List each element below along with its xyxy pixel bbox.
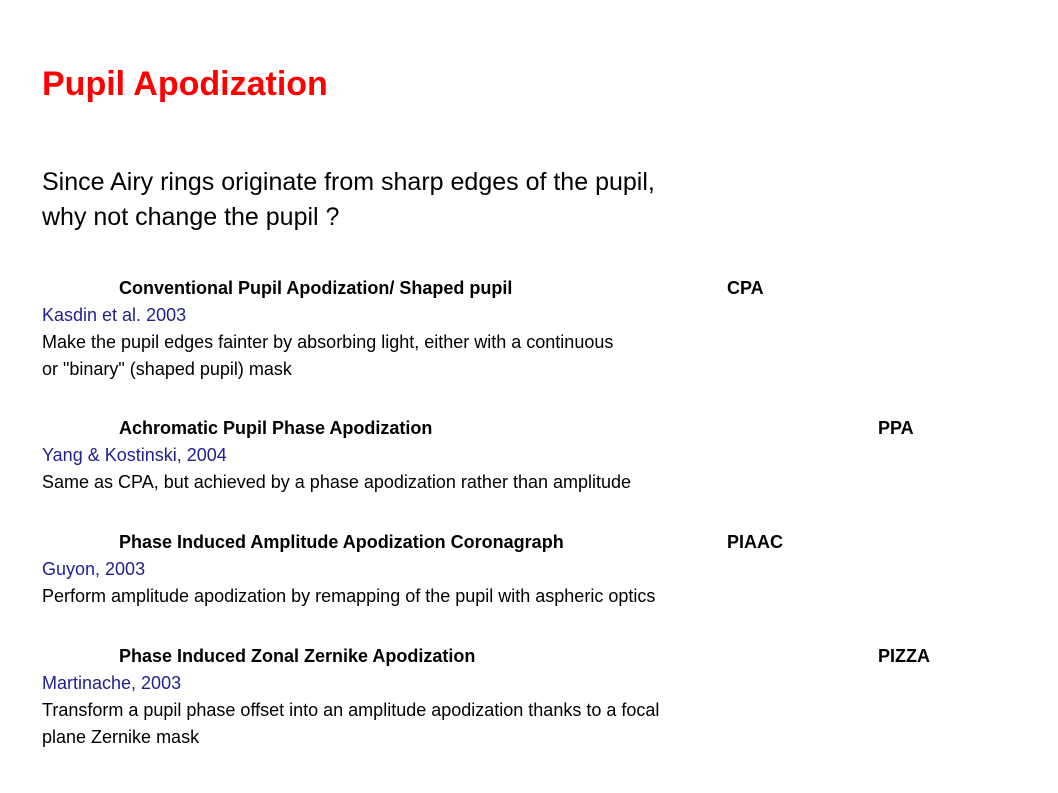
technique-description xyxy=(42,697,1022,751)
section-pizza xyxy=(42,643,1022,751)
description-line: Same as CPA, but achieved by a phase apodization rather than amplitude xyxy=(42,472,632,492)
technique-abbreviation: PIZZA xyxy=(878,646,930,666)
reference-citation: Guyon, 2003 xyxy=(42,559,146,579)
reference-citation: Martinache, 2003 xyxy=(42,673,182,693)
technique-abbreviation: PIAAC xyxy=(727,532,784,552)
description-line: Make the pupil edges fainter by absorbing light, either with a continuous xyxy=(42,332,614,352)
technique-name: Phase Induced Amplitude Apodization Coronagraph xyxy=(119,532,564,552)
intro-text xyxy=(42,165,1022,235)
technique-description xyxy=(42,583,1022,610)
reference-citation: Yang & Kostinski, 2004 xyxy=(42,445,227,465)
description-line: or "binary" (shaped pupil) mask xyxy=(42,359,292,379)
reference-citation: Kasdin et al. 2003 xyxy=(42,305,187,325)
description-line: Perform amplitude apodization by remapping of the pupil with aspheric optics xyxy=(42,586,656,606)
page-title: Pupil Apodization xyxy=(42,65,328,103)
section-heading xyxy=(42,275,1022,302)
technique-description xyxy=(42,329,1022,383)
section-piaac xyxy=(42,529,1022,610)
intro-line-1: Since Airy rings originate from sharp edges of the pupil, xyxy=(42,168,655,196)
intro-line-2: why not change the pupil ? xyxy=(42,203,340,231)
section-cpa xyxy=(42,275,1022,383)
technique-description xyxy=(42,469,1022,496)
section-ppa xyxy=(42,415,1022,496)
technique-name: Achromatic Pupil Phase Apodization xyxy=(119,418,433,438)
section-heading xyxy=(42,643,1022,670)
technique-abbreviation: CPA xyxy=(727,278,764,298)
technique-name: Phase Induced Zonal Zernike Apodization xyxy=(119,646,476,666)
description-line: Transform a pupil phase offset into an amplitude apodization thanks to a focal xyxy=(42,700,660,720)
technique-abbreviation: PPA xyxy=(878,418,914,438)
technique-name: Conventional Pupil Apodization/ Shaped pupil xyxy=(119,278,513,298)
section-heading xyxy=(42,415,1022,442)
section-heading xyxy=(42,529,1022,556)
description-line: plane Zernike mask xyxy=(42,727,200,747)
